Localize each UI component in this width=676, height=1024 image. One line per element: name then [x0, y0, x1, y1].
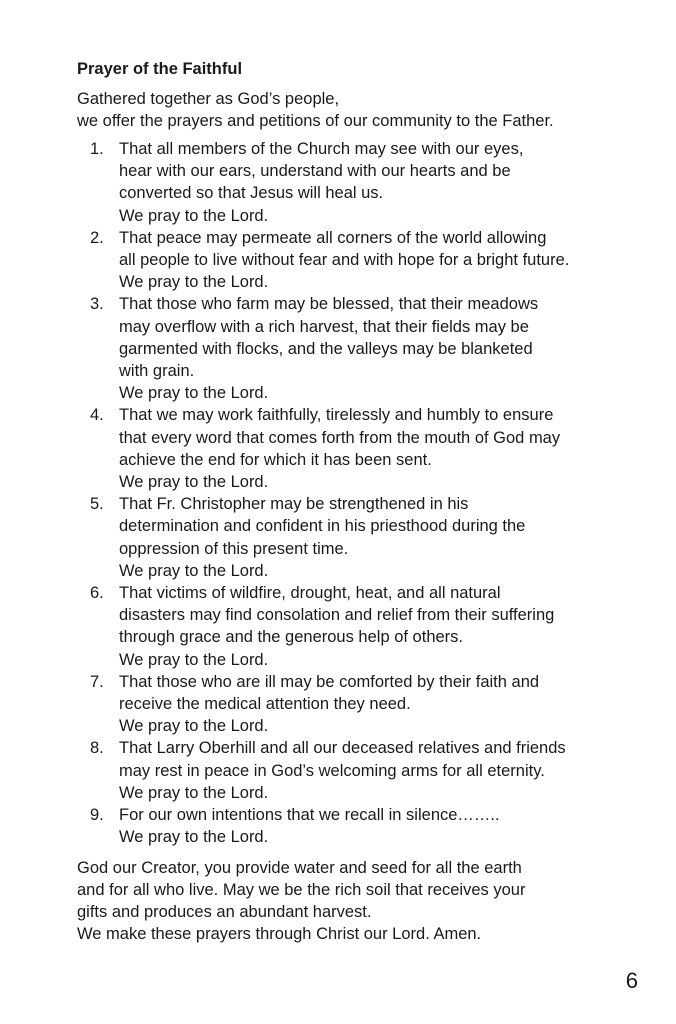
intro-line: we offer the prayers and petitions of our community to the Father. [77, 112, 554, 130]
petition-line: That victims of wildfire, drought, heat, and all natural [119, 584, 501, 603]
petition-number: 9. [90, 806, 104, 825]
petition-line: oppression of this present time. [119, 539, 349, 558]
petition-item [77, 493, 657, 582]
petition-line: That all members of the Church may see with our eyes, [119, 140, 524, 158]
petition-line: converted so that Jesus will heal us. [119, 184, 384, 203]
petition-line: that every word that comes forth from the mouth of God may [119, 428, 561, 447]
petition-line: may overflow with a rich harvest, that their fields may be [119, 317, 529, 336]
petition-item [77, 227, 657, 294]
closing-line: God our Creator, you provide water and seed for all the earth [77, 858, 522, 877]
closing-line: We make these prayers through Christ our Lord. Amen. [77, 924, 482, 943]
petition-response: We pray to the Lord. [119, 473, 269, 492]
petition-line: receive the medical attention they need. [119, 695, 411, 714]
petition-number: 8. [90, 739, 104, 758]
page-title: Prayer of the Faithful [77, 60, 243, 78]
petition-line: determination and confident in his priesthood during the [119, 517, 526, 536]
petition-line: That peace may permeate all corners of the world allowing [119, 228, 547, 247]
petition-line: with grain. [119, 362, 195, 381]
petition-number: 4. [90, 406, 104, 425]
petition-line: all people to live without fear and with hope for a bright future. [119, 251, 570, 270]
petition-line: That Larry Oberhill and all our deceased relatives and friends [119, 739, 566, 758]
petition-item [77, 404, 657, 493]
petition-line: disasters may find consolation and relief from their suffering [119, 606, 555, 625]
closing-line: gifts and produces an abundant harvest. [77, 902, 372, 921]
petition-list [77, 138, 657, 849]
petition-item [77, 737, 657, 804]
petition-item [77, 582, 657, 671]
petition-number: 3. [90, 295, 104, 314]
petition-line: That those who are ill may be comforted by their faith and [119, 672, 540, 691]
prayer-page [77, 58, 657, 945]
petition-line: For our own intentions that we recall in silence…….. [119, 806, 500, 825]
petition-number: 2. [90, 228, 104, 247]
petition-line: garmented with flocks, and the valleys may be blanketed [119, 339, 533, 358]
petition-response: We pray to the Lord. [119, 273, 269, 292]
petition-line: achieve the end for which it has been sent. [119, 450, 432, 469]
petition-response: We pray to the Lord. [119, 717, 269, 736]
petition-number: 7. [90, 672, 104, 691]
petition-line: hear with our ears, understand with our hearts and be [119, 162, 511, 181]
petition-number: 6. [90, 584, 104, 603]
petition-line: That we may work faithfully, tirelessly and humbly to ensure [119, 406, 554, 425]
petition-item [77, 293, 657, 404]
closing-prayer [77, 857, 657, 945]
petition-response: We pray to the Lord. [119, 828, 269, 847]
closing-line: and for all who live. May we be the rich soil that receives your [77, 880, 526, 899]
intro-paragraph [77, 88, 657, 132]
petition-line: That Fr. Christopher may be strengthened in his [119, 495, 469, 514]
petition-response: We pray to the Lord. [119, 650, 269, 669]
page-number: 6 [625, 968, 638, 993]
petition-line: through grace and the generous help of others. [119, 628, 463, 647]
petition-item [77, 804, 657, 848]
petition-number: 1. [90, 140, 104, 158]
petition-response: We pray to the Lord. [119, 561, 269, 580]
petition-response: We pray to the Lord. [119, 783, 269, 802]
petition-response: We pray to the Lord. [119, 206, 269, 225]
petition-line: That those who farm may be blessed, that their meadows [119, 295, 539, 314]
petition-response: We pray to the Lord. [119, 384, 269, 403]
petition-line: may rest in peace in God’s welcoming arms for all eternity. [119, 761, 545, 780]
petition-item [77, 671, 657, 738]
petition-number: 5. [90, 495, 104, 514]
petition-item [77, 138, 657, 227]
intro-line: Gathered together as God’s people, [77, 90, 340, 108]
